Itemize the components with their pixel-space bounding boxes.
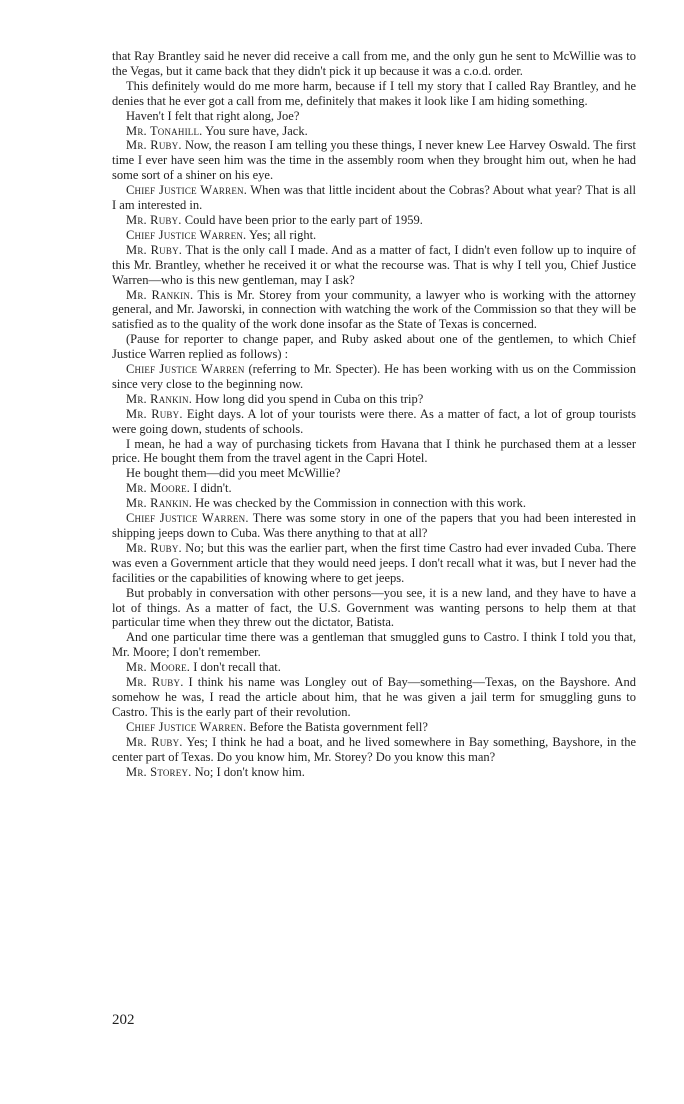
transcript-paragraph [112,138,636,183]
paragraph-text: That is the only call I made. And as a matter of fact, I didn't even follow up to inquire of this Mr. Brantley, whether he received it or what the recourse was. That is why I tell you, Chief Justice Warren—who is this new gentleman, may I ask? [112,242,636,287]
speaker-name: Mr. Storey. [126,764,192,779]
transcript-paragraph [112,288,636,333]
transcript-paragraph [112,243,636,288]
transcript-paragraph [112,660,636,675]
speaker-name: Mr. Ruby. [126,212,182,227]
speaker-name: Chief Justice Warren. [126,183,248,198]
transcript-paragraph [112,392,636,407]
transcript-paragraph [112,228,636,243]
transcript-paragraph [112,586,636,631]
paragraph-text: I mean, he had a way of purchasing tickets from Havana that I think he purchased them at a lesser price. He bought them from the travel agent in the Capri Hotel. [112,436,636,466]
paragraph-text: I didn't. [193,481,232,496]
speaker-name: Mr. Ruby. [126,734,183,749]
transcript-paragraph [112,109,636,124]
paragraph-text: Before the Batista government fell? [249,719,428,734]
speaker-name: Mr. Moore. [126,481,191,496]
paragraph-text: And one particular time there was a gentleman that smuggled guns to Castro. I think I told you that, Mr. Moore; I don't remember. [112,630,636,660]
paragraph-text: This definitely would do me more harm, because if I tell my story that I called Ray Brantley, and he denies that he ever got a call from me, definitely that makes it look like I am hiding something. [112,78,636,108]
transcript-paragraph [112,735,636,765]
paragraph-text: You sure have, Jack. [205,123,308,138]
transcript-paragraph [112,630,636,660]
paragraph-text: But probably in conversation with other persons—you see, it is a new land, and they have to have a lot of things. As a matter of fact, the U.S. Government was wanting persons to help them at that particular time when they threw out the dictator, Batista. [112,585,636,630]
transcript-paragraph [112,496,636,511]
speaker-name: Mr. Ruby. [126,138,182,153]
paragraph-text: that Ray Brantley said he never did receive a call from me, and the only gun he sent to McWillie was to the Vegas, but it came back that they didn't pick it up because it was a c.o.d. order. [112,49,636,78]
transcript-paragraph [112,765,636,780]
speaker-name: Mr. Rankin. [126,391,193,406]
transcript-paragraph [112,49,636,79]
speaker-name: Chief Justice Warren [126,362,245,377]
page-number: 202 [112,1012,135,1028]
speaker-name: Mr. Rankin. [126,287,194,302]
speaker-name: Mr. Ruby. [126,540,182,555]
paragraph-text: He was checked by the Commission in connection with this work. [195,496,527,511]
transcript-paragraph [112,213,636,228]
paragraph-text: No; I don't know him. [194,764,305,779]
paragraph-text: Yes; all right. [249,227,317,242]
paragraph-text: (Pause for reporter to change paper, and Ruby asked about one of the gentlemen, to which Chief Justice Warren replied as follows) : [112,332,636,362]
paragraph-text: (referring to Mr. Specter). He has been working with us on the Commission since very close to the beginning now. [112,362,637,391]
transcript-paragraph [112,511,636,541]
paragraph-text: No; but this was the earlier part, when the first time Castro had ever invaded Cuba. There was even a Government article that they would need jeeps. I don't recall what it was, but I never had the facilities or the capabilities of knowing where to get jeeps. [112,540,636,585]
paragraph-text: Eight days. A lot of your tourists were there. As a matter of fact, a lot of group tourists were going down, students of schools. [112,406,636,436]
speaker-name: Mr. Ruby. [126,242,183,257]
speaker-name: Chief Justice Warren. [126,719,247,734]
transcript-paragraph [112,720,636,735]
paragraph-text: I don't recall that. [193,660,281,675]
paragraph-text: Could have been prior to the early part of 1959. [184,212,423,227]
paragraph-text: He bought them—did you meet McWillie? [126,466,341,481]
paragraph-text: Now, the reason I am telling you these things, I never knew Lee Harvey Oswald. The first time I ever have seen him was the time in the assembly room when they brought him out, when he had some sort of a shiner on his eye. [112,138,636,183]
paragraph-text: This is Mr. Storey from your community, a lawyer who is working with the attorney general, and Mr. Jaworski, in connection with watching the work of the Commission so that they will be satisfied as to the quality of the work done insofar as the State of Texas is concerned. [112,287,637,332]
speaker-name: Chief Justice Warren. [126,227,247,242]
speaker-name: Mr. Ruby. [126,406,183,421]
speaker-name: Chief Justice Warren. [126,511,249,526]
transcript-paragraph [112,481,636,496]
transcript-paragraph [112,362,636,392]
speaker-name: Mr. Ruby. [126,675,184,690]
speaker-name: Mr. Moore. [126,660,191,675]
speaker-name: Mr. Tonahill. [126,123,203,138]
paragraph-text: Haven't I felt that right along, Joe? [126,108,300,123]
transcript-paragraph [112,437,636,467]
transcript-paragraph [112,124,636,139]
paragraph-text: How long did you spend in Cuba on this trip? [195,391,424,406]
paragraph-text: There was some story in one of the papers that you had been interested in shipping jeeps down to Cuba. Was there anything to that at all? [112,511,636,540]
transcript-paragraph [112,407,636,437]
transcript-paragraph [112,466,636,481]
transcript-paragraph [112,183,636,213]
transcript-paragraph [112,79,636,109]
transcript-paragraph [112,332,636,362]
speaker-name: Mr. Rankin. [126,496,193,511]
transcript-page [112,49,636,779]
transcript-paragraph [112,675,636,720]
paragraph-text: Yes; I think he had a boat, and he lived somewhere in Bay something, Bayshore, in the center part of Texas. Do you know him, Mr. Storey? Do you know this man? [112,734,637,764]
paragraph-text: When was that little incident about the Cobras? About what year? That is all I am interested in. [112,183,637,213]
paragraph-text: I think his name was Longley out of Bay—something—Texas, on the Bayshore. And somehow he was, I read the article about him, that he was given a jail term for smuggling guns to Castro. This is the early part of their revolution. [112,675,636,719]
transcript-paragraph [112,541,636,586]
